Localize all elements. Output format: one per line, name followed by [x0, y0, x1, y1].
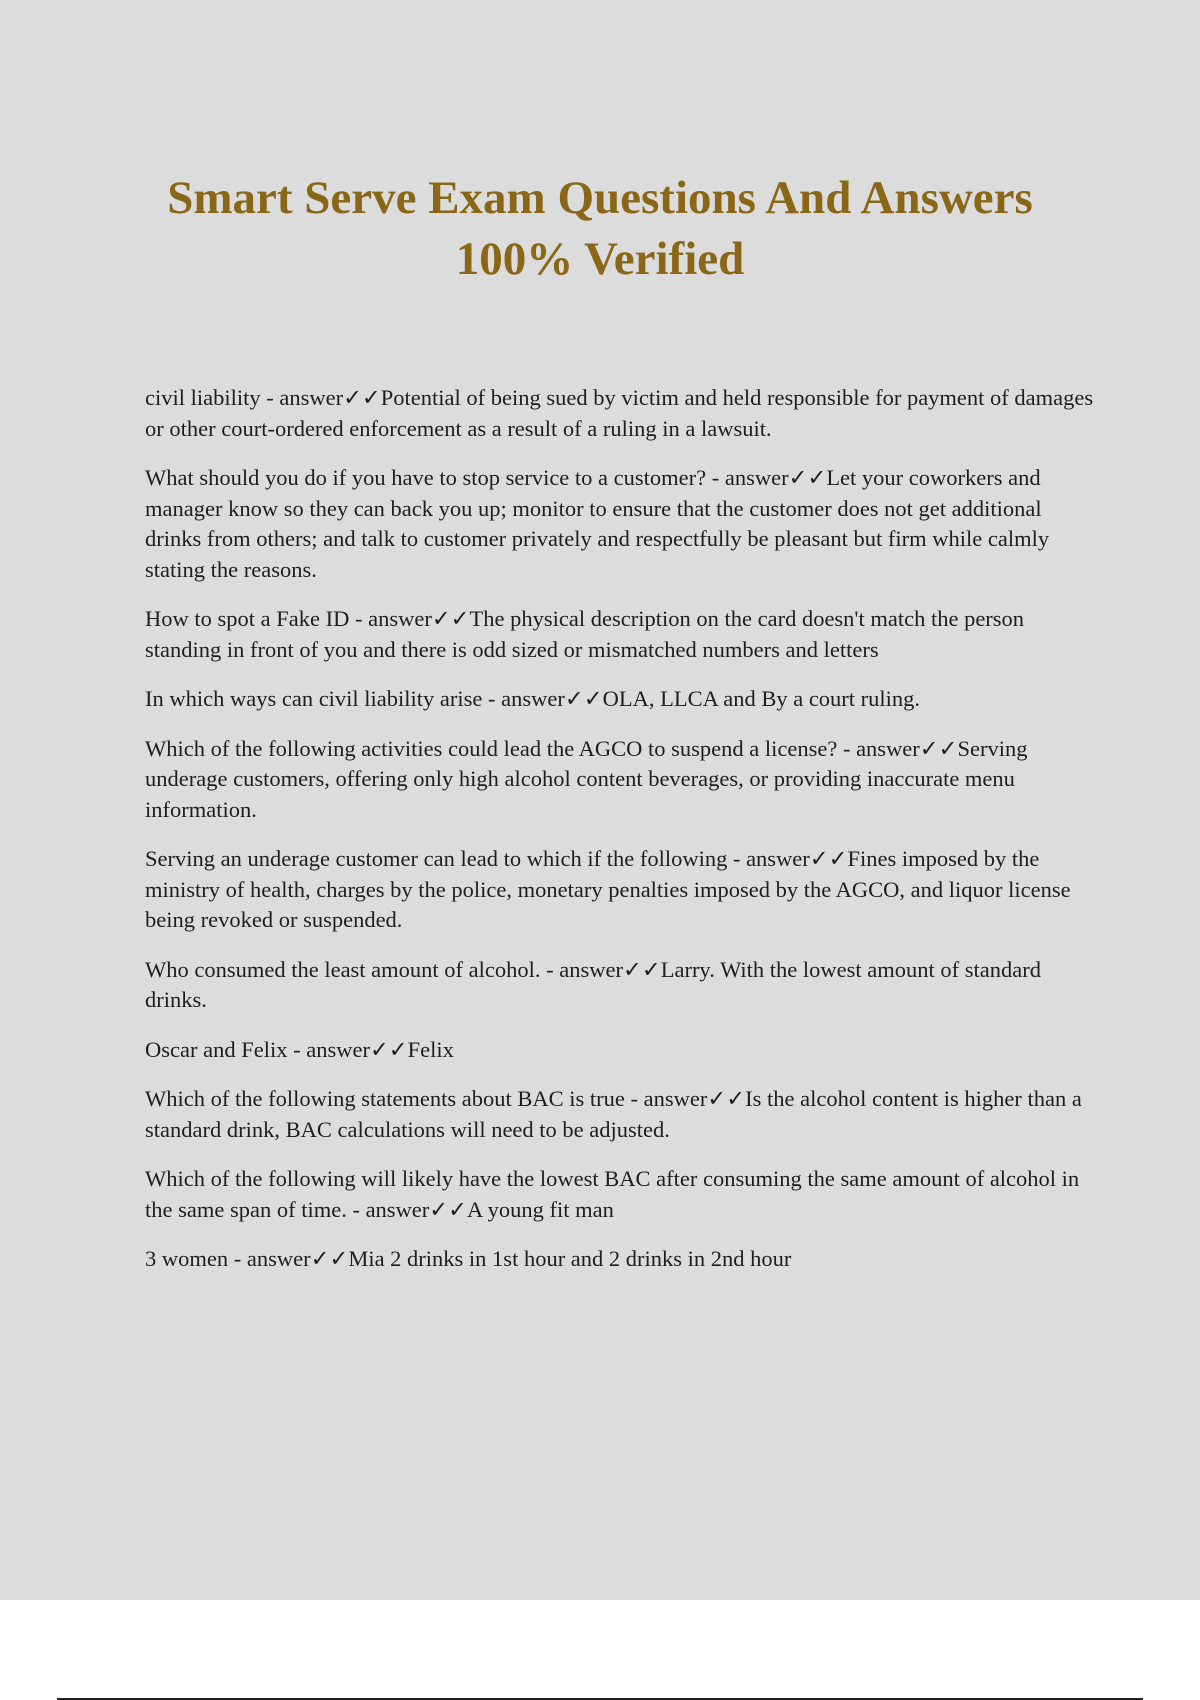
qa-item	[145, 1164, 1095, 1225]
answer-text: Serving underage customers, offering only high alcohol content beverages, or providing inaccurate menu information.	[145, 735, 1034, 822]
question-text: Oscar and Felix	[145, 1036, 288, 1062]
answer-separator: - answer	[540, 956, 623, 982]
answer-separator: - answer	[727, 846, 810, 871]
answer-separator: - answer	[346, 1196, 430, 1222]
question-text: In which ways can civil liability arise	[145, 686, 483, 711]
check-marks-icon: ✓✓	[310, 1246, 349, 1271]
check-marks-icon: ✓✓	[564, 686, 603, 711]
answer-text: The physical description on the card doesn't match the person standing in front of you and there is odd sized or mismatched numbers and letters	[145, 606, 1030, 662]
answer-separator: - answer	[228, 1246, 311, 1271]
check-marks-icon: ✓✓	[429, 1196, 468, 1222]
qa-item	[145, 955, 1095, 1016]
answer-separator: - answer	[349, 606, 432, 631]
question-text: 3 women	[145, 1246, 229, 1271]
qa-item	[145, 1084, 1095, 1145]
answer-text: Potential of being sued by victim and held responsible for payment of damages or other court-ordered enforcement as a result of a ruling in a lawsuit.	[145, 385, 1099, 441]
qa-item	[145, 684, 1095, 715]
check-marks-icon: ✓✓	[788, 465, 827, 490]
check-marks-icon: ✓✓	[623, 956, 661, 982]
question-text: Serving an underage customer can lead to which if the following	[145, 846, 728, 871]
answer-separator: - answer	[287, 1036, 370, 1062]
answer-text: A young fit man	[467, 1196, 614, 1222]
check-marks-icon: ✓✓	[919, 735, 958, 761]
page-footer	[0, 1600, 1200, 1700]
title-line-1: Smart Serve Exam Questions And Answers	[167, 172, 1033, 224]
answer-separator: - answer	[260, 385, 344, 410]
question-text: Which of the following statements about BAC is true	[145, 1086, 625, 1111]
question-text: Which of the following activities could lead the AGCO to suspend a license?	[145, 735, 838, 761]
question-text: Which of the following will likely have the lowest BAC after consuming the same amount of alcohol in the same span of time.	[145, 1166, 1085, 1222]
check-marks-icon: ✓✓	[431, 606, 470, 631]
qa-list	[145, 383, 1099, 1294]
check-marks-icon: ✓✓	[369, 1036, 408, 1062]
answer-separator: - answer	[624, 1086, 708, 1111]
check-marks-icon: ✓✓	[707, 1086, 746, 1111]
qa-item	[145, 604, 1095, 665]
answer-text: OLA, LLCA and By a court ruling.	[602, 686, 921, 711]
answer-text: Is the alcohol content is higher than a standard drink, BAC calculations will need to be adjusted.	[145, 1086, 1088, 1142]
question-text: civil liability	[145, 385, 261, 410]
answer-text: Mia 2 drinks in 1st hour and 2 drinks in 2nd hour	[348, 1246, 792, 1271]
answer-separator: - answer	[837, 735, 920, 761]
answer-separator: - answer	[482, 686, 565, 711]
answer-text: Fines imposed by the ministry of health, charges by the police, monetary penalties imposed by the AGCO, and liquor license being revoked or suspended.	[145, 846, 1077, 932]
qa-item	[145, 383, 1099, 444]
qa-item	[145, 734, 1095, 826]
qa-item	[145, 1035, 1095, 1066]
question-text: Who consumed the least amount of alcohol.	[145, 956, 541, 982]
qa-item	[145, 844, 1095, 936]
question-text: How to spot a Fake ID	[145, 606, 350, 631]
answer-text: Larry. With the lowest amount of standard drinks.	[145, 956, 1047, 1012]
answer-text: Let your coworkers and manager know so they can back you up; monitor to ensure that the customer does not get additional drinks from others; and talk to customer privately and respectfully be pleasant but firm while calmly stating the reasons.	[145, 465, 1055, 582]
check-marks-icon: ✓✓	[809, 846, 848, 871]
document-title	[100, 168, 1100, 290]
answer-text: Felix	[407, 1036, 454, 1062]
qa-item	[145, 1244, 1095, 1275]
check-marks-icon: ✓✓	[343, 385, 381, 410]
qa-item	[145, 463, 1095, 585]
question-text: What should you do if you have to stop service to a customer?	[145, 465, 707, 490]
title-line-2: 100% Verified	[455, 233, 745, 285]
answer-separator: - answer	[706, 465, 789, 490]
